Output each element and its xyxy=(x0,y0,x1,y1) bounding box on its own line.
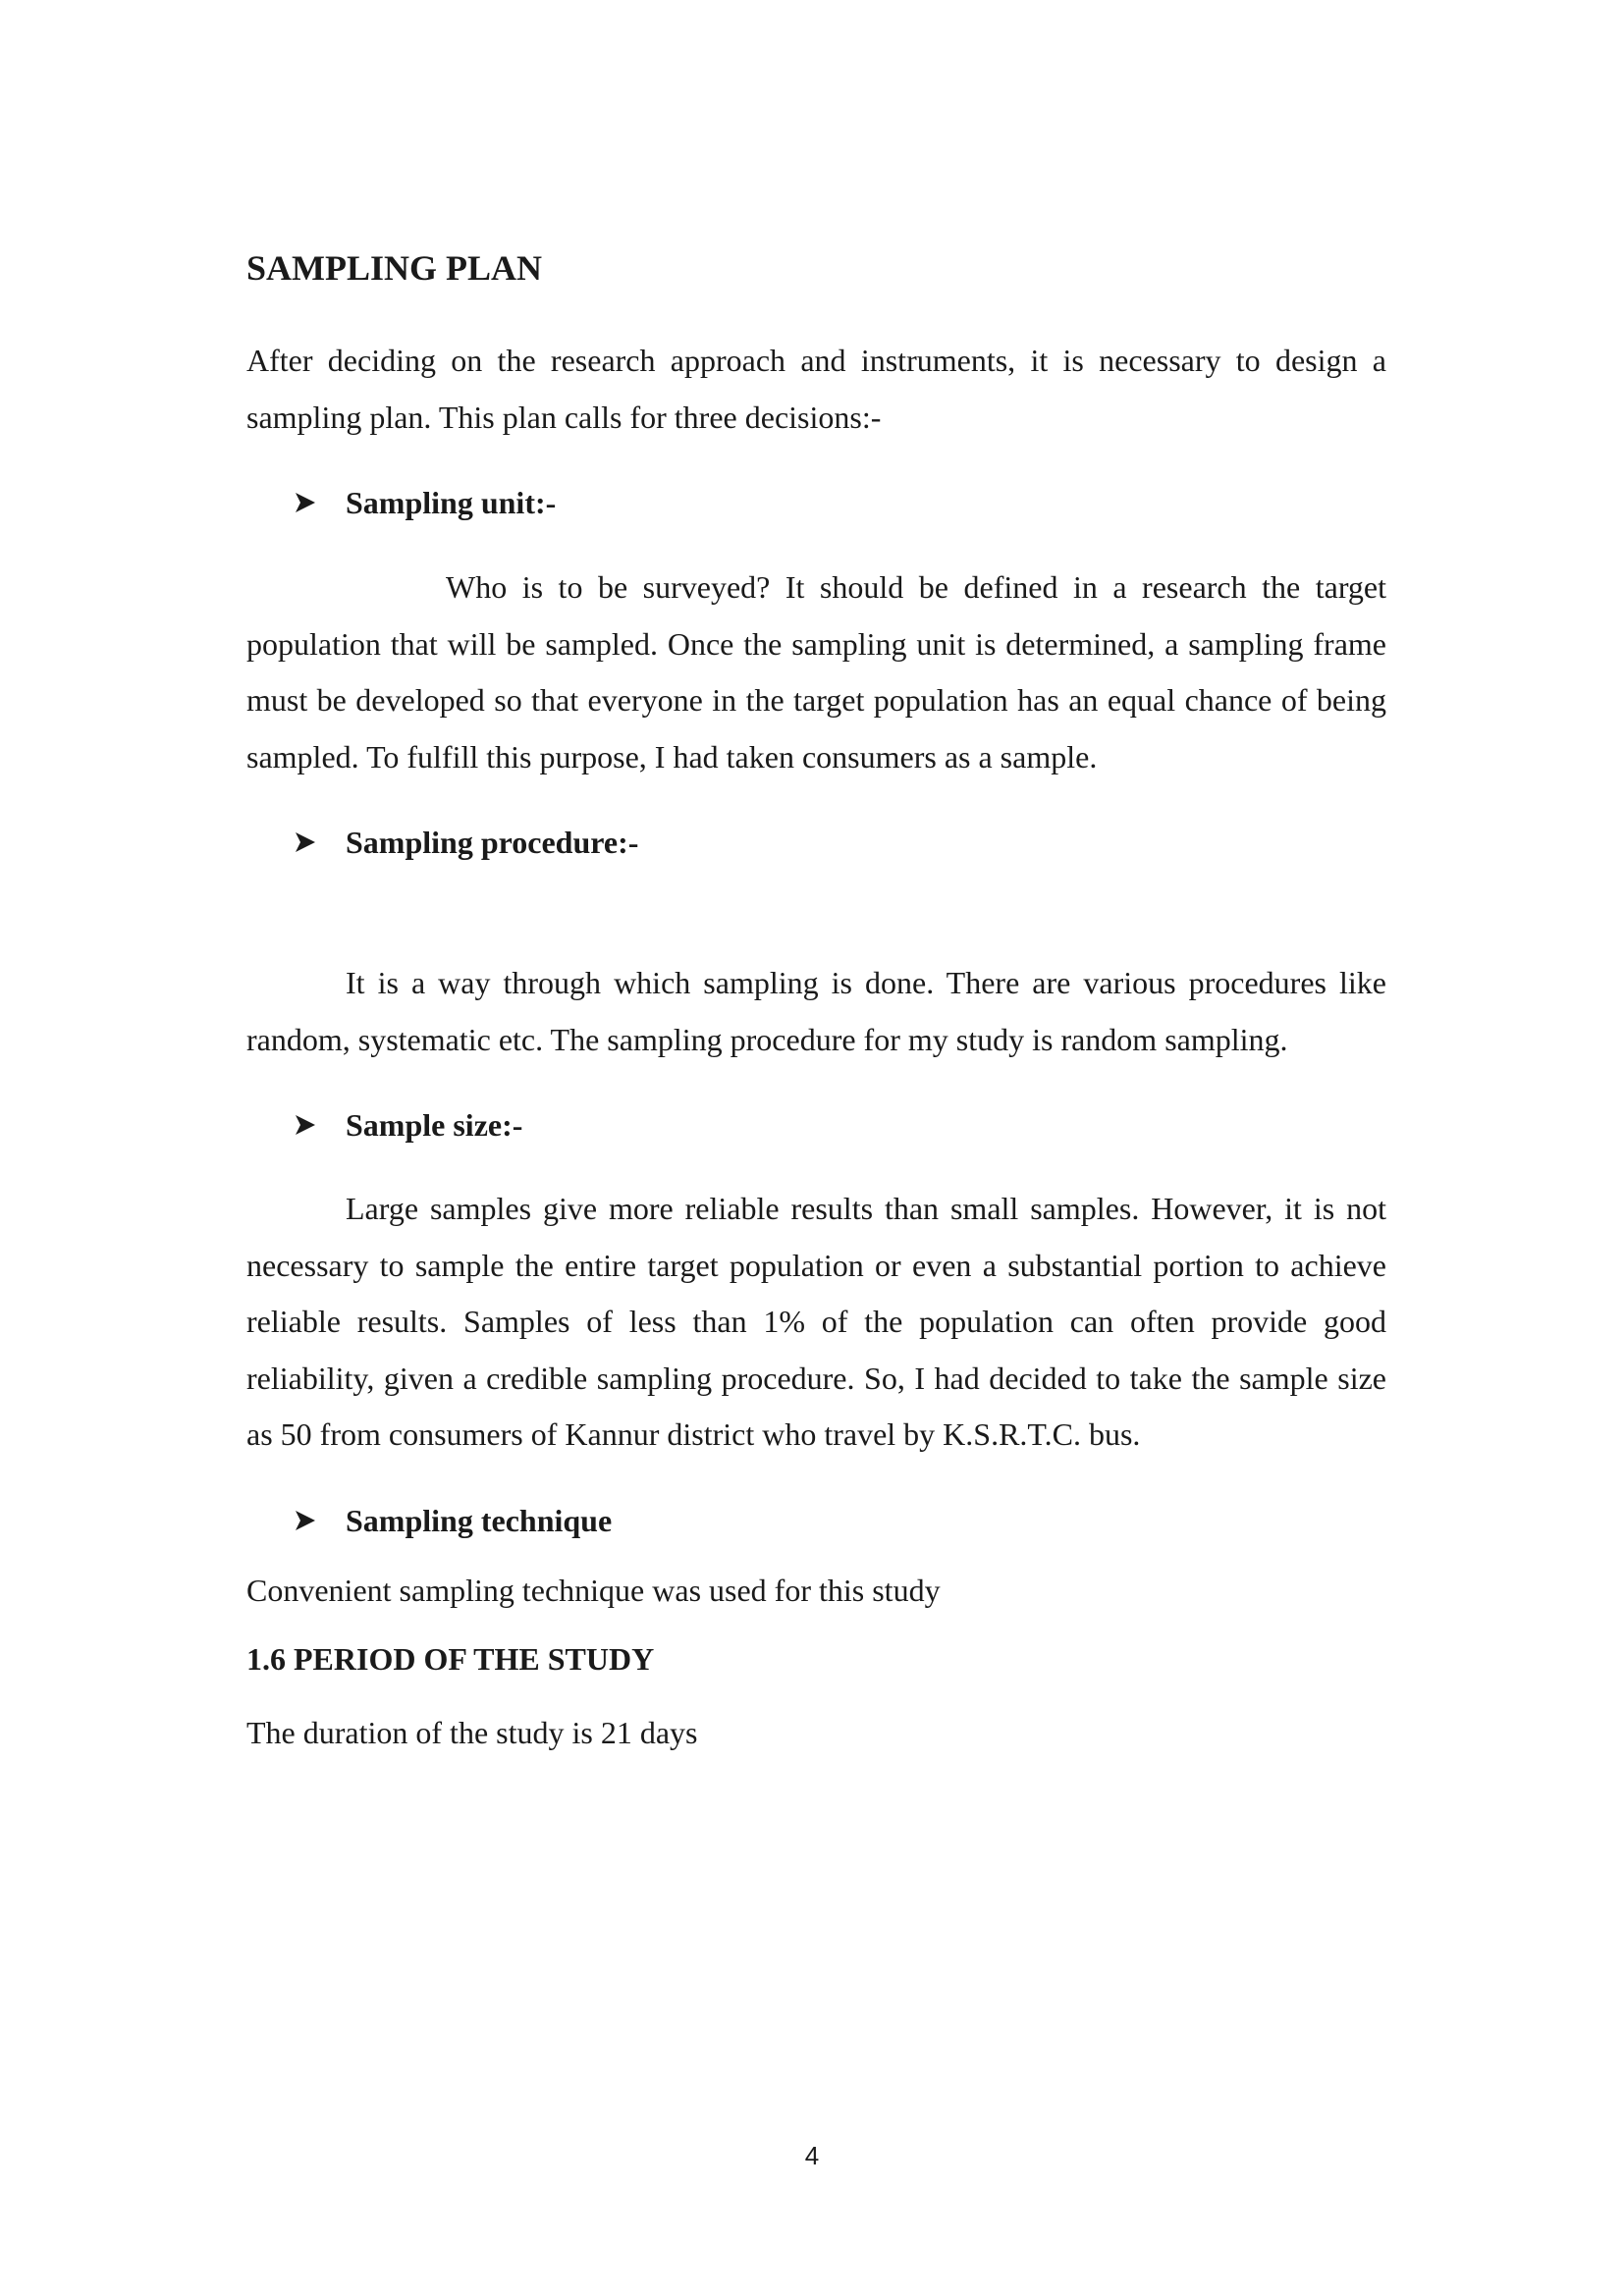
intro-paragraph: After deciding on the research approach and instruments, it is necessary to design a sampling plan. This plan calls for three decisions:- xyxy=(246,343,1386,435)
sample-size-heading: Sample size:- xyxy=(346,1106,523,1143)
sampling-technique-heading: Sampling technique xyxy=(346,1502,613,1538)
period-paragraph: The duration of the study is 21 days xyxy=(246,1715,698,1750)
bullet-sampling-unit xyxy=(295,483,556,522)
page-number: 4 xyxy=(804,2141,820,2170)
bullet-sampling-procedure xyxy=(295,823,638,862)
sampling-unit-paragraph: Who is to be surveyed? It should be defined in a research the target population that will be sampled. Once the sampling unit is determined, a sampling frame must be developed so that everyone in the target population has an equal chance of being sampled. To fulfill this purpose, I had taken consumers as a sample. xyxy=(246,569,1386,774)
arrowhead-bullet-icon xyxy=(295,1510,316,1531)
bullet-sample-size xyxy=(295,1105,522,1145)
sampling-technique-paragraph: Convenient sampling technique was used for this study xyxy=(246,1573,941,1608)
arrowhead-bullet-icon xyxy=(295,492,316,513)
sampling-unit-heading: Sampling unit:- xyxy=(346,484,557,520)
sampling-procedure-heading: Sampling procedure:- xyxy=(346,824,639,860)
sample-size-paragraph: Large samples give more reliable results than small samples. However, it is not necessary to sample the entire target population or even a substantial portion to achieve reliable results. Samples of less than 1% of the population can often provide good reliability, given a credible sampling procedure. So, I had decided to take the sample size as 50 from consumers of Kannur district who travel by K.S.R.T.C. bus. xyxy=(246,1191,1386,1452)
bullet-sampling-technique xyxy=(295,1501,612,1540)
sampling-procedure-paragraph: It is a way through which sampling is done. There are various procedures like random, systematic etc. The sampling procedure for my study is random sampling. xyxy=(246,965,1386,1057)
arrowhead-bullet-icon xyxy=(295,1114,316,1136)
arrowhead-bullet-icon xyxy=(295,831,316,853)
period-heading: 1.6 PERIOD OF THE STUDY xyxy=(246,1641,655,1677)
page-title: SAMPLING PLAN xyxy=(246,248,543,288)
